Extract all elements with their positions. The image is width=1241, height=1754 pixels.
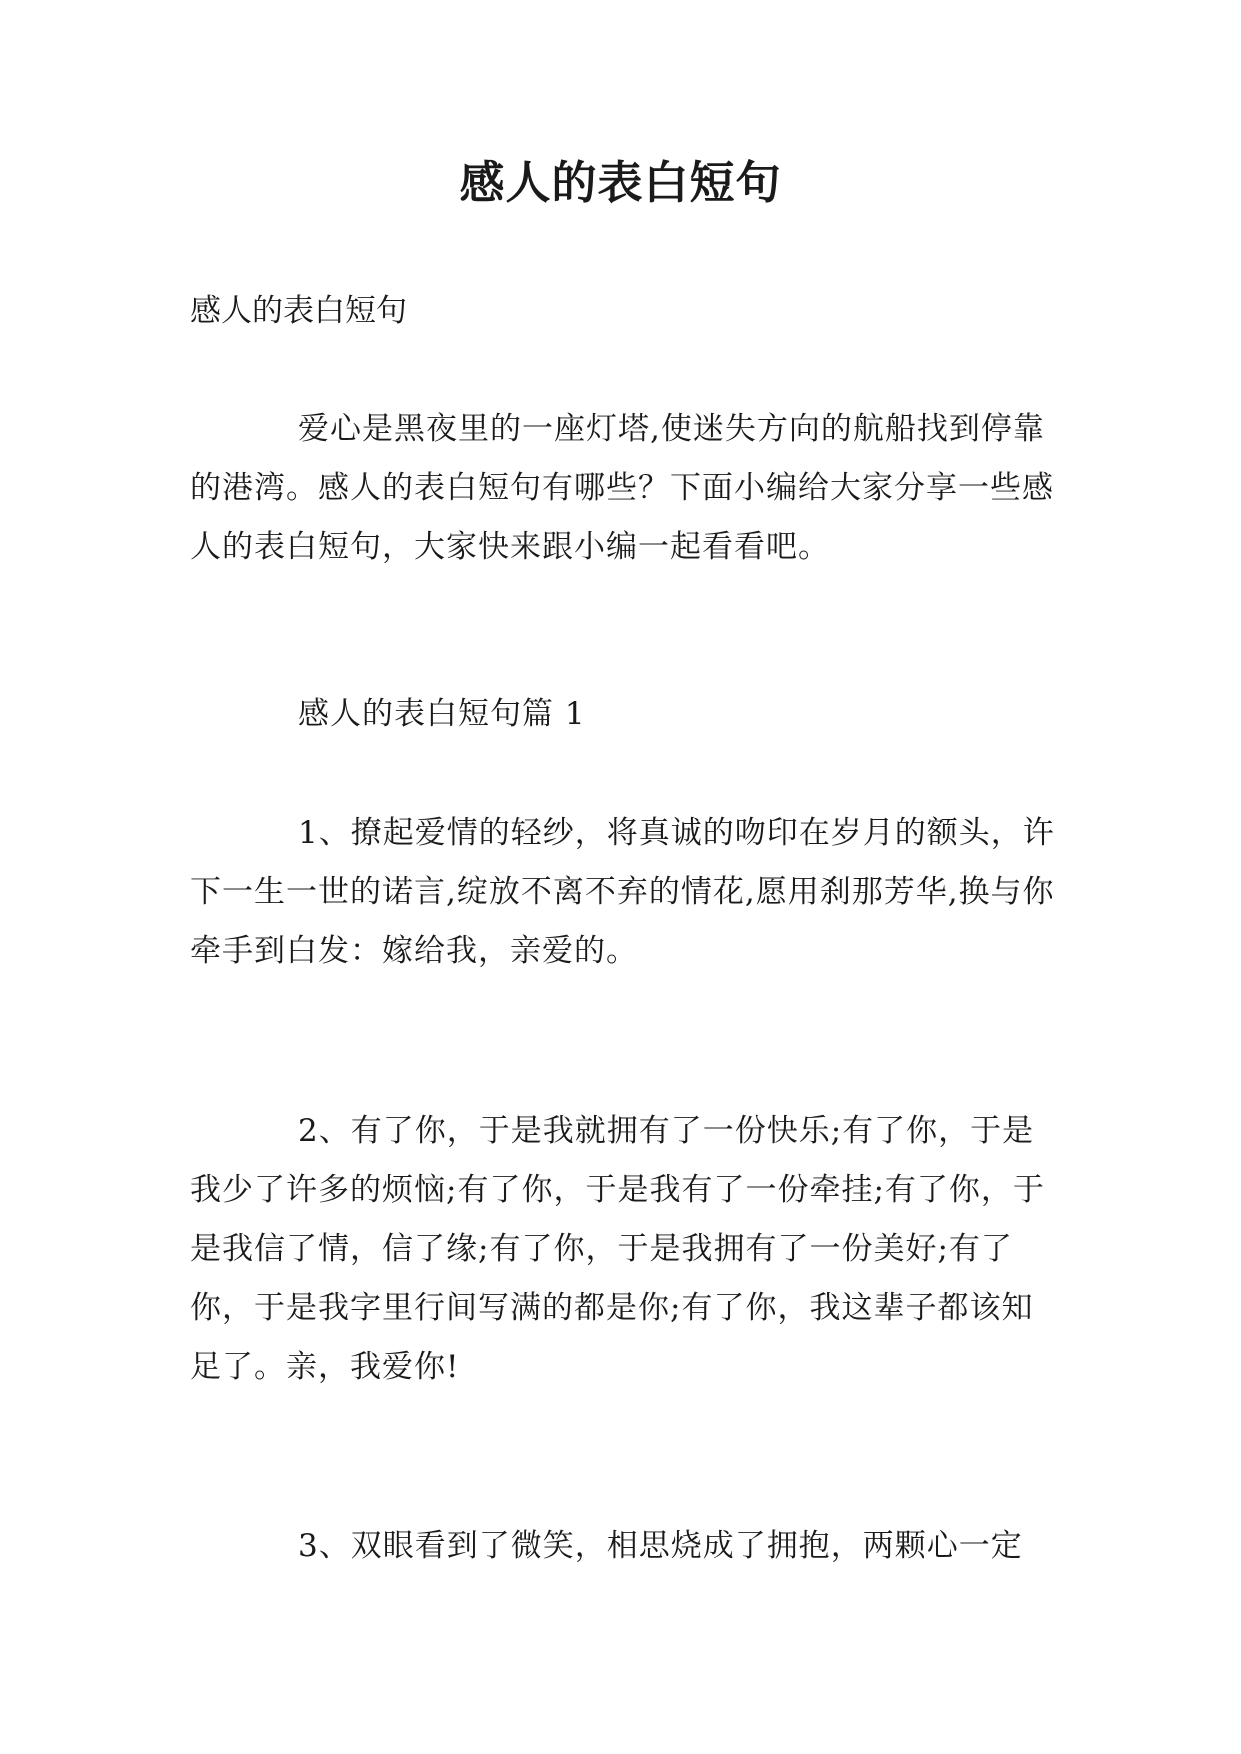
intro-paragraph: 爱心是黑夜里的一座灯塔,使迷失方向的航船找到停靠的港湾。感人的表白短句有哪些？下面小编给大家分享一些感人的表白短句，大家快来跟小编一起看看吧。 bbox=[190, 411, 1054, 565]
list-item: 3、双眼看到了微笑，相思烧成了拥抱，两颗心一定 bbox=[298, 1528, 1023, 1564]
list-item: 2、有了你，于是我就拥有了一份快乐;有了你，于是我少了许多的烦恼;有了你，于是我有了一份牵挂;有了你，于是我信了情，信了缘;有了你，于是我拥有了一份美好;有了你，于是我字里行间写满的都是你;有了你，我这辈子都该知足了。亲，我爱你! bbox=[190, 1113, 1045, 1385]
section-heading: 感人的表白短句篇 1 bbox=[298, 696, 586, 732]
document-title: 感人的表白短句 bbox=[459, 156, 782, 209]
document-subtitle: 感人的表白短句 bbox=[190, 293, 407, 329]
list-item: 1、撩起爱情的轻纱，将真诚的吻印在岁月的额头，许下一生一世的诺言,绽放不离不弃的情花,愿用刹那芳华,换与你牵手到白发：嫁给我，亲爱的。 bbox=[190, 815, 1055, 969]
